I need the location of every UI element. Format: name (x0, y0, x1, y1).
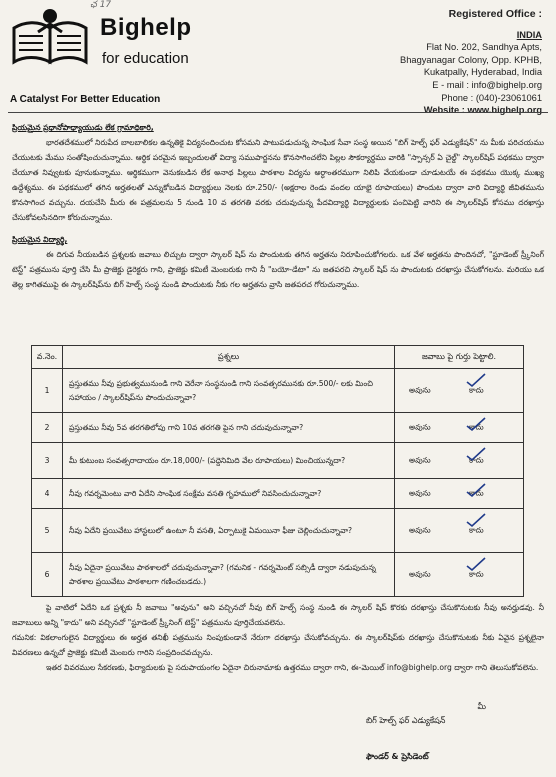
table-row (32, 369, 524, 413)
checkmark-icon (465, 447, 487, 463)
column-header-question: ప్రశ్నలు (63, 346, 395, 369)
table-row (32, 509, 524, 553)
row-question: ప్రస్తుతము నీవు 5వ తరగతిలోపు గాని 10వ తరగతి పైన గాని చదువుచున్నావా? (63, 413, 395, 443)
footer-notes (12, 600, 544, 675)
column-header-answer: జవాబు పై గుర్తు పెట్టాలి. (395, 346, 524, 369)
signature-mark: మీ (477, 702, 486, 711)
office-website: Website : www.bighelp.org (423, 105, 542, 116)
checkmark-icon (465, 557, 487, 573)
registered-office-block (342, 8, 542, 117)
footer-note-3-text: ఇతర వివరముల సేకరణకు, ఫిర్యాదులకు పై సదుపాయంగల ఏదైనా చిరునామాకు ఉత్తరము ద్వారా గాని, ఈ-మెయిల్ info@bighelp.org ద్వారా గాని తెలుసుకోవలెను. (46, 663, 539, 672)
answer-no-option[interactable]: కాదు (469, 569, 484, 578)
row-number: 3 (32, 443, 63, 479)
answer-yes-option[interactable]: అవును (409, 385, 431, 394)
row-answer-cell[interactable] (395, 553, 524, 597)
row-answer-cell[interactable] (395, 479, 524, 509)
checkmark-icon (465, 513, 487, 529)
answer-yes-option[interactable]: అవును (409, 525, 431, 534)
open-book-logo-icon (10, 6, 90, 68)
checkmark-icon (465, 373, 487, 389)
paragraph-2-text: ఈ దిగువ నీయబడిన ప్రశ్నలకు జవాబు లిచ్చుట ద్వారా స్కాలర్ షిప్ ను పొందుటకు తగిన అర్హతను నిరూపించుకోగలరు. ఒక వేళ అర్హతను పొందినచో, "స్టూడెంట్ స్ర్కీనింగ్ టెస్ట్" పత్రమును పూర్తి చేసి మీ ప్రాజెక్టు డైరెక్టరు గాని, ప్రాజెక్టు కమిటీ మెంబరుకు గాని నీ "బయో-డేటా" ను జతపరచి స్కాలర్ షిప్ ను పొందుటకు దరఖాస్తు చేసుకోగలను. మరియు ఒక తెల్ల కాగితముపై ఈ స్కాలర్‌షిప్‌ను బిగ్ హెల్ప్ సంస్థ నుండి పొందుటకు నీకు గల అర్హతను వ్రాసి జతపరచ గోరుచున్నాము. (12, 250, 544, 289)
office-address-line2: Bhagyanagar Colony, Opp. KPHB, (400, 54, 542, 65)
answer-no-option[interactable]: కాదు (469, 385, 484, 394)
row-answer-cell[interactable] (395, 369, 524, 413)
footer-note-contact (12, 660, 544, 675)
answer-no-option[interactable]: కాదు (469, 488, 484, 497)
table-header-row (32, 346, 524, 369)
office-title: Registered Office : (448, 8, 542, 20)
row-question: నీవు ఏదైనా ప్రయివేటు పాఠశాలలో చదువుచున్నావా? (గమనిక - గవర్నమెంట్ సబ్సిడీ ద్వారా నడుపుచున్న పాఠశాల ప్రయివేటు పాఠశాలగా గణించబడదు.) (63, 553, 395, 597)
row-number: 6 (32, 553, 63, 597)
tagline: A Catalyst For Better Education (10, 94, 161, 105)
row-number: 1 (32, 369, 63, 413)
row-question: నీవు గవర్నమెంటు వారి ఏదేని సాంఘిక సంక్షేమ వసతి గృహములో నివసించుచున్నావా? (63, 479, 395, 509)
brand-name: Bighelp (100, 14, 192, 41)
office-phone: Phone : (040)-23061061 (441, 92, 542, 103)
footer-note-disabled: గమనిక: వికలాంగులైన విద్యార్థులు ఈ అర్హత తనిఖీ పత్రమును నింపుకుండానే నేరుగా దరఖాస్తు చేసుకోవచ్చును. ఈ స్కాలర్‌షిప్‌కు దరఖాస్తు చేసుకొనుటకు నీకు ఏవైన ప్రశ్నలైనా వివరణలు ఉన్నచో ప్రాజెక్టు కమిటీ మెంబరు గారిని సంప్రదించవచ్చును. (12, 633, 544, 657)
answer-no-option[interactable]: కాదు (469, 525, 484, 534)
table-row (32, 413, 524, 443)
table-row (32, 443, 524, 479)
brand-subtitle: for education (102, 50, 189, 67)
checkmark-icon (465, 483, 487, 499)
letter-paragraph-2 (12, 232, 544, 292)
row-question: మీ కుటుంబ సంవత్సరాదాయం రూ.18,000/- (పద్దెనిమిది వేల రూపాయలు) మించియున్నదా? (63, 443, 395, 479)
header-divider (8, 112, 548, 113)
office-address-line1: Flat No. 202, Sandhya Apts, (426, 42, 542, 53)
table-row (32, 479, 524, 509)
answer-yes-option[interactable]: అవును (409, 422, 431, 431)
office-address-line3: Kukatpally, Hyderabad, India (423, 67, 542, 78)
answer-yes-option[interactable]: అవును (409, 488, 431, 497)
answer-yes-option[interactable]: అవును (409, 455, 431, 464)
footer-note-1-text: పై వాటిలో ఏదేని ఒక ప్రశ్నకు నీ జవాబు "అవును" అని వచ్చినచో నీవు బిగ్ హెల్ప్ సంస్థ నుండి ఈ స్కాలర్ షిప్ కొరకు దరఖాస్తు చేసుకొనుటకు నీవు అనర్హుడవు. నీ జవాబులు అన్ని "కాదు" అని వచ్చినచో "స్టూడెంట్ స్ర్కీనింగ్ టెస్ట్" పత్రమును పూర్తిచేయవలెను. (12, 603, 544, 627)
salutation-headmaster: ప్రియమైన ప్రధానోపాధ్యాయుడు లేక గ్రామాధికారి, (12, 123, 154, 132)
signature-block (366, 700, 516, 764)
footer-note-eligibility (12, 600, 544, 630)
salutation-student: ప్రియమైన విద్యార్థి, (12, 235, 68, 244)
eligibility-question-table (31, 345, 524, 597)
office-email: E - mail : info@bighelp.org (432, 79, 542, 90)
row-answer-cell[interactable] (395, 509, 524, 553)
paragraph-1-text: భారతదేశములో నిరుపేద బాలబాలికల ఉన్నతికై విద్యనందించుట కోసమని పాటుపడుచున్న సాంఘిక సేవా సంస్థ అయిన "బిగ్ హెల్ప్ ఫర్ ఎడ్యుకేషన్" ను మీకు పరిచయము చేయుటకు మేము సంతోషించుచున్నాము. ఆర్థిక పరమైన ఇబ్బందులతో విద్యా సముపార్జనను కొనసాగించలేని పిల్లల సౌకర్యార్థము వారికి "స్పాన్సర్ ఏ చైల్డ్" స్కాలర్‌షిప్ పథకము ద్వారా చేయూత నివ్వుటకు పూనుకున్నాము. ఆర్థికముగా వెనుకబడిన లేక అనాథ పిల్లలు పాఠశాల విద్యను అర్ధాంతరముగా నిలిపి వేయకుండా చూడుటయే ఈ పథకము యొక్క ముఖ్య ఉద్దేశ్యము. ఈ పథకములో తగిన అర్హతలతో ఎన్నుకోబడిన విద్యార్థులు నెలకు రూ.250/- (అక్షరాల రెండు వందల యాభై రూపాయలు) పొందుట ద్వారా వారి విద్యార్థి జీవితమును కొనసాగించ వచ్చును. దయచేసి మీరు ఈ పత్రమలను 5 నుండి 10 వ తరగతి వరకు చదువుచున్న పేదవిద్యార్థి విద్యార్థులకు పంచిపెట్టి వారిని ఈ స్కాలర్‌షిప్ కోసము దరఖాస్తు చేసుకోవలసినదిగా కోరుచున్నాము. (12, 138, 544, 222)
row-question: నీవు ఏదేని ప్రయివేటు హాస్టలులో ఉంటూ నీ వసతి, ఏర్పాటుకై ఏమయినా ఫీజు చెల్లించుచున్నావా? (63, 509, 395, 553)
row-number: 5 (32, 509, 63, 553)
signature-title: ఫౌండర్ & ప్రెసిడెంట్ (366, 752, 429, 761)
row-answer-cell[interactable] (395, 443, 524, 479)
row-answer-cell[interactable] (395, 413, 524, 443)
row-number: 4 (32, 479, 63, 509)
letter-paragraph-1 (12, 120, 544, 225)
row-question: ప్రస్తుతము నీవు ప్రభుత్వమునుండి గాని వెరేనా సంస్థనుండి గాని సంవత్సరమునకు రూ.500/- లకు మించి సహాయం / స్కాలర్‌షిప్‌ను పొందుచున్నావా? (63, 369, 395, 413)
answer-no-option[interactable]: కాదు (469, 422, 484, 431)
row-number: 2 (32, 413, 63, 443)
column-header-number: వ.నెం. (32, 346, 63, 369)
answer-yes-option[interactable]: అవును (409, 569, 431, 578)
table-row (32, 553, 524, 597)
office-country: INDIA (516, 29, 542, 40)
handwritten-scribble: ఛ 17 (90, 0, 112, 10)
signature-organization: బిగ్ హెల్ప్ ఫర్ ఎడ్యుకేషన్ (366, 716, 446, 725)
answer-no-option[interactable]: కాదు (469, 455, 484, 464)
checkmark-icon (465, 417, 487, 433)
